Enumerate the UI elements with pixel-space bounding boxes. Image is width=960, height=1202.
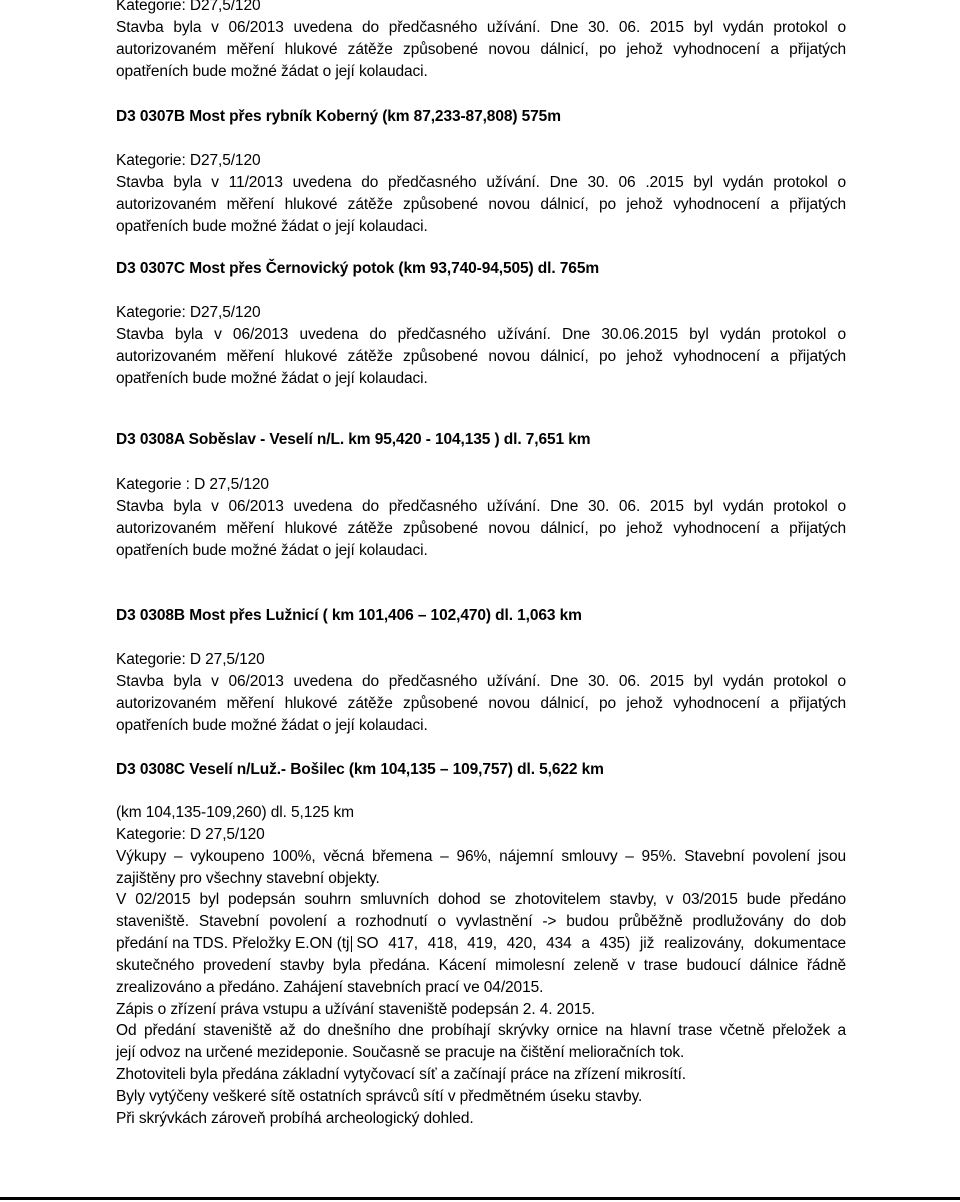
section-line: V 02/2015 byl podepsán souhrn smluvních dohod se zhotovitelem stavby, v 03/2015 bude předáno bbox=[116, 891, 846, 908]
page-bottom-rule bbox=[0, 1197, 960, 1200]
section-line: skutečného provedení stavby byla předána. Kácení mimolesní zeleně v trase budoucí dálnice řádně bbox=[116, 957, 846, 974]
section-line: autorizovaném měření hlukové zátěže způsobené novou dálnicí, po jehož vyhodnocení a přijatých bbox=[116, 520, 846, 537]
section-line: její odvoz na určené mezideponie. Současně se pracuje na čištění melioračních tok. bbox=[116, 1044, 685, 1061]
section-category: Kategorie: D 27,5/120 bbox=[116, 826, 265, 843]
section-line: zajištěny pro všechny stavební objekty. bbox=[116, 870, 380, 887]
text-cursor-mark bbox=[351, 936, 352, 952]
section-category: Kategorie: D27,5/120 bbox=[116, 304, 261, 321]
section-line: Výkupy – vykoupeno 100%, věcná břemena – 96%, nájemní smlouvy – 95%. Stavební povolení jsou bbox=[116, 848, 846, 865]
intro-line: autorizovaném měření hlukové zátěže způsobené novou dálnicí, po jehož vyhodnocení a přijatých bbox=[116, 41, 846, 58]
section-heading: D3 0307B Most přes rybník Koberný (km 87,233-87,808) 575m bbox=[116, 108, 561, 125]
section-line: Stavba byla v 06/2013 uvedena do předčasného užívání. Dne 30.06.2015 byl vydán protokol o bbox=[116, 326, 846, 343]
section-km: (km 104,135-109,260) dl. 5,125 km bbox=[116, 804, 354, 821]
section-line: opatřeních bude možné žádat o její kolaudaci. bbox=[116, 717, 428, 734]
section-line: Od předání staveniště až do dnešního dne probíhají skrývky ornice na hlavní trase včetně přeložek a bbox=[116, 1022, 846, 1039]
intro-line: opatřeních bude možné žádat o její kolaudaci. bbox=[116, 63, 428, 80]
section-line: Při skrývkách zároveň probíhá archeologický dohled. bbox=[116, 1110, 474, 1127]
section-line: Zhotoviteli byla předána základní vytyčovací síť a začínají práce na zřízení mikrosítí. bbox=[116, 1066, 687, 1083]
section-line: Stavba byla v 06/2013 uvedena do předčasného užívání. Dne 30. 06. 2015 byl vydán protokol o bbox=[116, 498, 846, 515]
intro-line: Stavba byla v 06/2013 uvedena do předčasného užívání. Dne 30. 06. 2015 byl vydán protokol o bbox=[116, 19, 846, 36]
section-line: autorizovaném měření hlukové zátěže způsobené novou dálnicí, po jehož vyhodnocení a přijatých bbox=[116, 695, 846, 712]
section-line: zrealizováno a předáno. Zahájení stavebních prací ve 04/2015. bbox=[116, 979, 544, 996]
section-heading: D3 0308C Veselí n/Luž.- Bošilec (km 104,135 – 109,757) dl. 5,622 km bbox=[116, 761, 604, 778]
intro-category: Kategorie: D27,5/120 bbox=[116, 0, 261, 14]
eon-text-part: předání na TDS. Přeložky E.ON (tj bbox=[116, 935, 350, 952]
section-line: opatřeních bude možné žádat o její kolaudaci. bbox=[116, 370, 428, 387]
section-line: autorizovaném měření hlukové zátěže způsobené novou dálnicí, po jehož vyhodnocení a přijatých bbox=[116, 196, 846, 213]
eon-text-part: SO 417, 418, 419, 420, 434 a 435) již realizovány, dokumentace bbox=[356, 935, 846, 952]
section-category: Kategorie: D27,5/120 bbox=[116, 152, 261, 169]
section-heading: D3 0308B Most přes Lužnicí ( km 101,406 – 102,470) dl. 1,063 km bbox=[116, 607, 582, 624]
section-category: Kategorie: D 27,5/120 bbox=[116, 651, 265, 668]
section-line: Stavba byla v 06/2013 uvedena do předčasného užívání. Dne 30. 06. 2015 byl vydán protokol o bbox=[116, 673, 846, 690]
section-line bbox=[116, 933, 846, 955]
section-category: Kategorie : D 27,5/120 bbox=[116, 476, 269, 493]
section-heading: D3 0308A Soběslav - Veselí n/L. km 95,420 - 104,135 ) dl. 7,651 km bbox=[116, 431, 591, 448]
section-line: opatřeních bude možné žádat o její kolaudaci. bbox=[116, 542, 428, 559]
section-line: Zápis o zřízení práva vstupu a užívání staveniště podepsán 2. 4. 2015. bbox=[116, 1001, 595, 1018]
section-line: staveniště. Stavební povolení a rozhodnutí o vyvlastnění -> budou průběžně prodlužovány do dob bbox=[116, 913, 846, 930]
section-line: autorizovaném měření hlukové zátěže způsobené novou dálnicí, po jehož vyhodnocení a přijatých bbox=[116, 348, 846, 365]
section-line: Byly vytýčeny veškeré sítě ostatních správců sítí v předmětném úseku stavby. bbox=[116, 1088, 643, 1105]
section-heading: D3 0307C Most přes Černovický potok (km 93,740-94,505) dl. 765m bbox=[116, 260, 600, 277]
section-line: opatřeních bude možné žádat o její kolaudaci. bbox=[116, 218, 428, 235]
section-line: Stavba byla v 11/2013 uvedena do předčasného užívání. Dne 30. 06 .2015 byl vydán protokol o bbox=[116, 174, 846, 191]
